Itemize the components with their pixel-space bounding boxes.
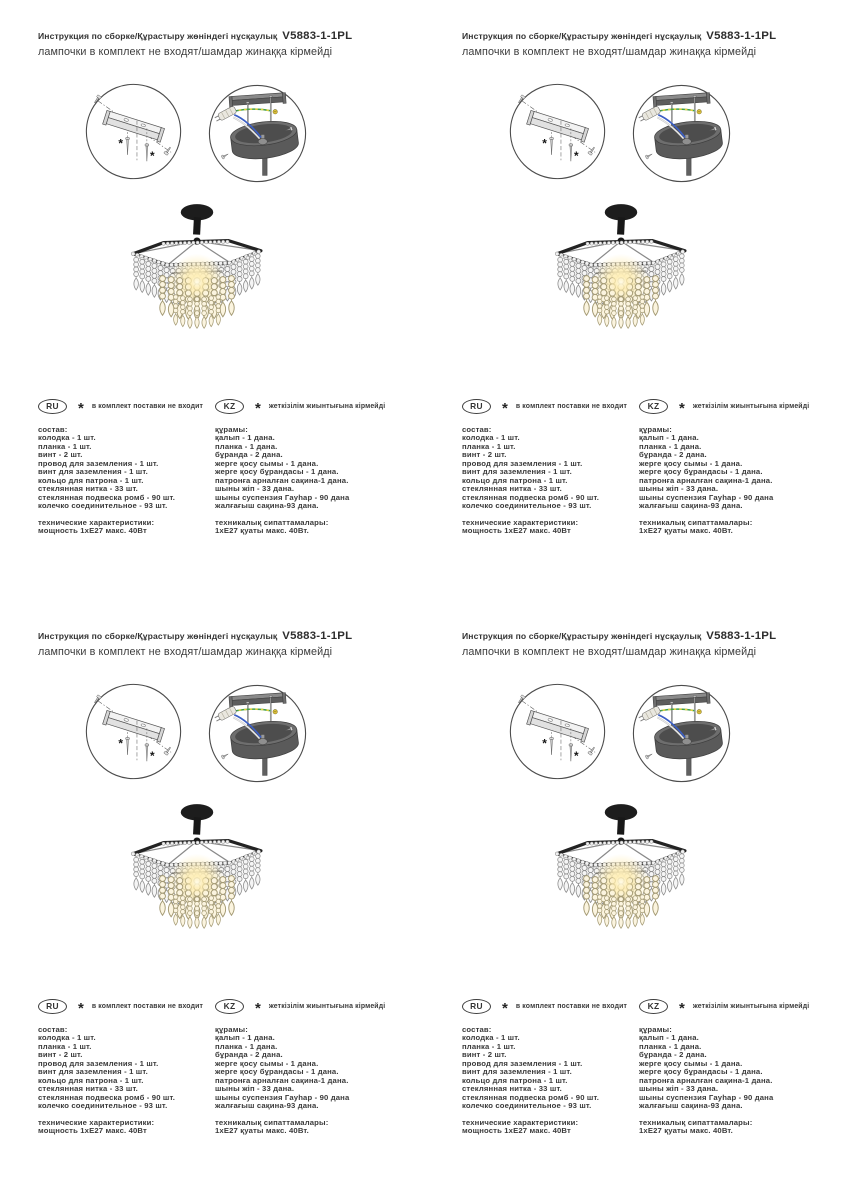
part-item: жалғағыш сақина-93 дана. — [639, 1101, 743, 1111]
kz-specs — [215, 1119, 405, 1136]
part-item: шыны жіп - 33 дана. — [215, 484, 295, 494]
model-number: V5883-1-1PL — [282, 30, 353, 42]
bracket-diagram — [84, 82, 183, 181]
part-item: шыны суспензия Гауһар - 90 дана — [215, 492, 350, 502]
not-included-asterisk: * — [149, 149, 155, 164]
part-item: колечко соединительное - 93 шт. — [462, 1101, 592, 1111]
chandelier-product-image — [550, 796, 692, 938]
part-item: стеклянная подвеска ромб - 90 шт. — [38, 1092, 175, 1102]
asterisk-mark: * — [78, 1000, 84, 1017]
ru-not-included-note: в комплект поставки не входит — [515, 1002, 627, 1010]
ru-not-included-note: в комплект поставки не входит — [91, 402, 203, 410]
kz-language-badge: KZ — [639, 999, 668, 1014]
part-item: шыны жіп - 33 дана. — [639, 1084, 719, 1094]
not-included-asterisk: * — [118, 736, 123, 751]
part-item: жерге қосу бұрандасы - 1 дана. — [639, 1067, 763, 1077]
ru-badge-row — [462, 398, 640, 417]
canopy-wiring-diagram — [631, 683, 732, 784]
part-item: винт для заземления - 1 шт. — [462, 467, 572, 477]
kz-specs-title: техникалық сипаттамалары: — [215, 1117, 329, 1127]
kz-language-badge: KZ — [215, 399, 244, 414]
part-item: шыны жіп - 33 дана. — [639, 484, 719, 494]
kz-parts-block — [639, 1026, 829, 1135]
kz-specs — [639, 519, 829, 536]
kz-specs-title: техникалық сипаттамалары: — [639, 517, 753, 527]
panel-header — [38, 626, 398, 658]
panel-subtitle: лампочки в комплект не входят/шамдар жинаққа кірмейді — [38, 646, 333, 658]
part-item: жерге қосу бұрандасы - 1 дана. — [639, 467, 763, 477]
part-item: жалғағыш сақина-93 дана. — [215, 1101, 319, 1111]
ru-not-included-note: в комплект поставки не входит — [515, 402, 627, 410]
part-item: стеклянная нитка - 33 шт. — [462, 484, 562, 494]
kz-list-title: құрамы: — [215, 425, 248, 434]
instruction-panel — [424, 600, 848, 1200]
kz-specs-value: 1хЕ27 қуаты макс. 40Вт. — [215, 1125, 309, 1135]
asterisk-mark: * — [679, 400, 685, 417]
part-item: шыны суспензия Гауһар - 90 дана — [215, 1092, 350, 1102]
chandelier-product-image — [550, 196, 692, 338]
part-item: провод для заземления - 1 шт. — [462, 458, 583, 468]
ru-specs-title: технические характеристики: — [38, 517, 155, 527]
kz-badge-row — [639, 398, 829, 417]
ground-screw — [697, 110, 701, 114]
asterisk-mark: * — [502, 400, 508, 417]
sheet-panel-1 — [0, 0, 424, 600]
ground-screw — [273, 710, 277, 714]
ru-specs — [462, 519, 640, 536]
part-item: планка - 1 шт. — [38, 441, 92, 451]
ru-column — [462, 998, 640, 1135]
ru-specs — [38, 519, 216, 536]
part-item: планка - 1 шт. — [462, 441, 516, 451]
ru-specs-value: мощность 1хЕ27 макс. 40Вт — [462, 525, 571, 535]
asterisk-mark: * — [255, 400, 261, 417]
part-item: провод для заземления - 1 шт. — [38, 458, 159, 468]
bracket-diagram — [508, 82, 607, 181]
asterisk-mark: * — [255, 1000, 261, 1017]
canopy-stem — [263, 758, 268, 775]
instruction-panel — [424, 0, 848, 600]
panel-title: Инструкция по сборке/Құрастыру жөніндегі нұсқаулық — [462, 631, 702, 641]
part-item: колодка - 1 шт. — [38, 1033, 96, 1043]
part-item: винт - 2 шт. — [38, 1050, 83, 1060]
part-item: қалып - 1 дана. — [639, 1033, 699, 1043]
title-line — [462, 626, 822, 644]
stem — [193, 817, 201, 835]
panel-header — [462, 626, 822, 658]
part-item: жалғағыш сақина-93 дана. — [215, 501, 319, 511]
part-item: планка - 1 дана. — [215, 441, 278, 451]
bracket-diagram — [84, 682, 183, 781]
part-item: бұранда - 2 дана. — [639, 450, 707, 460]
ru-column — [38, 398, 216, 535]
ru-specs-value: мощность 1хЕ27 макс. 40Вт — [462, 1125, 571, 1135]
bulb-glow-core — [607, 868, 635, 896]
part-item: кольцо для патрона - 1 шт. — [38, 1075, 144, 1085]
part-item: винт - 2 шт. — [462, 450, 507, 460]
ru-list-title: состав: — [462, 1025, 492, 1034]
kz-specs-title: техникалық сипаттамалары: — [639, 1117, 753, 1127]
part-item: жерге қосу сымы - 1 дана. — [215, 1058, 319, 1068]
not-included-asterisk: * — [149, 749, 155, 764]
part-item: стеклянная подвеска ромб - 90 шт. — [38, 492, 175, 502]
part-item: қалып - 1 дана. — [215, 433, 275, 443]
part-item: патронға арналған сақина-1 дана. — [639, 475, 773, 485]
kz-badge-row — [639, 998, 829, 1017]
panel-title: Инструкция по сборке/Құрастыру жөніндегі нұсқаулық — [38, 631, 278, 641]
part-item: шыны суспензия Гауһар - 90 дана — [639, 1092, 774, 1102]
chandelier-product-image — [126, 796, 268, 938]
part-item: жерге қосу сымы - 1 дана. — [215, 458, 319, 468]
part-item: планка - 1 дана. — [639, 1041, 702, 1051]
ru-badge-row — [462, 998, 640, 1017]
part-item: кольцо для патрона - 1 шт. — [462, 475, 568, 485]
part-item: стеклянная подвеска ромб - 90 шт. — [462, 1092, 599, 1102]
ru-badge-row — [38, 398, 216, 417]
kz-parts-block — [215, 1026, 405, 1135]
kz-specs — [639, 1119, 829, 1136]
kz-specs-title: техникалық сипаттамалары: — [215, 517, 329, 527]
part-item: колодка - 1 шт. — [38, 433, 96, 443]
part-item: жерге қосу сымы - 1 дана. — [639, 1058, 743, 1068]
panel-subtitle: лампочки в комплект не входят/шамдар жинаққа кірмейді — [462, 46, 757, 58]
stem — [617, 217, 625, 235]
part-item: планка - 1 дана. — [639, 441, 702, 451]
part-item: колечко соединительное - 93 шт. — [38, 501, 168, 511]
title-line — [462, 26, 822, 44]
part-item: винт для заземления - 1 шт. — [38, 467, 148, 477]
ru-list-title: состав: — [38, 1025, 68, 1034]
sheet-panel-4 — [424, 600, 848, 1200]
kz-column — [639, 998, 829, 1135]
model-number: V5883-1-1PL — [706, 630, 777, 642]
part-item: винт - 2 шт. — [38, 450, 83, 460]
kz-language-badge: KZ — [639, 399, 668, 414]
ground-screw — [697, 710, 701, 714]
bulb-glow-core — [607, 268, 635, 296]
ru-specs — [462, 1119, 640, 1136]
panel-title: Инструкция по сборке/Құрастыру жөніндегі нұсқаулық — [38, 31, 278, 41]
part-item: винт для заземления - 1 шт. — [462, 1067, 572, 1077]
kz-not-included-note: жеткізілім жиынтығына кірмейді — [692, 1002, 810, 1010]
ru-parts-block — [38, 426, 216, 535]
canopy-stem — [687, 158, 692, 175]
part-item: патронға арналған сақина-1 дана. — [215, 1075, 349, 1085]
instruction-panel — [0, 600, 424, 1200]
title-line — [38, 626, 398, 644]
ru-parts-block — [462, 1026, 640, 1135]
canopy-wiring-diagram — [631, 83, 732, 184]
panel-title: Инструкция по сборке/Құрастыру жөніндегі нұсқаулық — [462, 31, 702, 41]
ru-language-badge: RU — [38, 399, 67, 414]
part-item: шыны жіп - 33 дана. — [215, 1084, 295, 1094]
stem — [193, 217, 201, 235]
bulb-glow-core — [183, 268, 211, 296]
part-item: стеклянная подвеска ромб - 90 шт. — [462, 492, 599, 502]
kz-parts-list — [215, 1034, 405, 1110]
panel-header — [38, 26, 398, 58]
part-item: провод для заземления - 1 шт. — [462, 1058, 583, 1068]
ru-specs-title: технические характеристики: — [38, 1117, 155, 1127]
ru-parts-list — [38, 434, 216, 510]
ru-list-title: состав: — [462, 425, 492, 434]
part-item: колодка - 1 шт. — [462, 1033, 520, 1043]
ru-parts-list — [462, 434, 640, 510]
part-item: провод для заземления - 1 шт. — [38, 1058, 159, 1068]
stem — [617, 817, 625, 835]
instruction-panel — [0, 0, 424, 600]
panel-subtitle: лампочки в комплект не входят/шамдар жинаққа кірмейді — [38, 46, 333, 58]
kz-column — [215, 398, 405, 535]
part-item: винт для заземления - 1 шт. — [38, 1067, 148, 1077]
ru-column — [462, 398, 640, 535]
part-item: патронға арналған сақина-1 дана. — [215, 475, 349, 485]
kz-specs-value: 1хЕ27 қуаты макс. 40Вт. — [215, 525, 309, 535]
part-item: планка - 1 дана. — [215, 1041, 278, 1051]
part-item: кольцо для патрона - 1 шт. — [462, 1075, 568, 1085]
title-line — [38, 26, 398, 44]
kz-specs-value: 1хЕ27 қуаты макс. 40Вт. — [639, 1125, 733, 1135]
canopy-stem — [687, 758, 692, 775]
ru-not-included-note: в комплект поставки не входит — [91, 1002, 203, 1010]
panel-subtitle: лампочки в комплект не входят/шамдар жинаққа кірмейді — [462, 646, 757, 658]
model-number: V5883-1-1PL — [706, 30, 777, 42]
part-item: стеклянная нитка - 33 шт. — [38, 1084, 138, 1094]
ru-specs-value: мощность 1хЕ27 макс. 40Вт — [38, 1125, 147, 1135]
not-included-asterisk: * — [573, 149, 579, 164]
kz-parts-block — [639, 426, 829, 535]
sheet-panel-2 — [424, 0, 848, 600]
asterisk-mark: * — [502, 1000, 508, 1017]
kz-list-title: құрамы: — [215, 1025, 248, 1034]
not-included-asterisk: * — [573, 749, 579, 764]
kz-column — [215, 998, 405, 1135]
bracket-diagram — [508, 682, 607, 781]
model-number: V5883-1-1PL — [282, 630, 353, 642]
kz-parts-list — [639, 1034, 829, 1110]
part-item: планка - 1 шт. — [462, 1041, 516, 1051]
asterisk-mark: * — [78, 400, 84, 417]
canopy-wiring-diagram — [207, 683, 308, 784]
part-item: бұранда - 2 дана. — [639, 1050, 707, 1060]
part-item: жалғағыш сақина-93 дана. — [639, 501, 743, 511]
panel-header — [462, 26, 822, 58]
part-item: планка - 1 шт. — [38, 1041, 92, 1051]
bulb-glow-core — [183, 868, 211, 896]
kz-parts-list — [639, 434, 829, 510]
part-item: кольцо для патрона - 1 шт. — [38, 475, 144, 485]
part-item: колодка - 1 шт. — [462, 433, 520, 443]
part-item: колечко соединительное - 93 шт. — [38, 1101, 168, 1111]
ru-language-badge: RU — [38, 999, 67, 1014]
chandelier-product-image — [126, 196, 268, 338]
part-item: стеклянная нитка - 33 шт. — [38, 484, 138, 494]
part-item: жерге қосу сымы - 1 дана. — [639, 458, 743, 468]
ru-specs-title: технические характеристики: — [462, 1117, 579, 1127]
part-item: стеклянная нитка - 33 шт. — [462, 1084, 562, 1094]
kz-specs — [215, 519, 405, 536]
ru-specs — [38, 1119, 216, 1136]
part-item: колечко соединительное - 93 шт. — [462, 501, 592, 511]
not-included-asterisk: * — [542, 736, 547, 751]
ru-column — [38, 998, 216, 1135]
part-item: шыны суспензия Гауһар - 90 дана — [639, 492, 774, 502]
sheet-panel-3 — [0, 600, 424, 1200]
ru-parts-block — [462, 426, 640, 535]
ground-screw — [273, 110, 277, 114]
ru-parts-list — [38, 1034, 216, 1110]
kz-column — [639, 398, 829, 535]
kz-parts-block — [215, 426, 405, 535]
part-item: винт - 2 шт. — [462, 1050, 507, 1060]
part-item: жерге қосу бұрандасы - 1 дана. — [215, 1067, 339, 1077]
kz-language-badge: KZ — [215, 999, 244, 1014]
part-item: бұранда - 2 дана. — [215, 450, 283, 460]
kz-parts-list — [215, 434, 405, 510]
kz-list-title: құрамы: — [639, 1025, 672, 1034]
not-included-asterisk: * — [542, 136, 547, 151]
ru-language-badge: RU — [462, 999, 491, 1014]
canopy-stem — [263, 158, 268, 175]
kz-not-included-note: жеткізілім жиынтығына кірмейді — [268, 1002, 386, 1010]
kz-not-included-note: жеткізілім жиынтығына кірмейді — [268, 402, 386, 410]
kz-specs-value: 1хЕ27 қуаты макс. 40Вт. — [639, 525, 733, 535]
ru-badge-row — [38, 998, 216, 1017]
part-item: патронға арналған сақина-1 дана. — [639, 1075, 773, 1085]
ru-language-badge: RU — [462, 399, 491, 414]
kz-badge-row — [215, 398, 405, 417]
part-item: қалып - 1 дана. — [215, 1033, 275, 1043]
not-included-asterisk: * — [118, 136, 123, 151]
canopy-wiring-diagram — [207, 83, 308, 184]
ru-list-title: состав: — [38, 425, 68, 434]
asterisk-mark: * — [679, 1000, 685, 1017]
part-item: бұранда - 2 дана. — [215, 1050, 283, 1060]
ru-parts-list — [462, 1034, 640, 1110]
ru-specs-value: мощность 1хЕ27 макс. 40Вт — [38, 525, 147, 535]
ru-parts-block — [38, 1026, 216, 1135]
kz-not-included-note: жеткізілім жиынтығына кірмейді — [692, 402, 810, 410]
kz-list-title: құрамы: — [639, 425, 672, 434]
part-item: жерге қосу бұрандасы - 1 дана. — [215, 467, 339, 477]
ru-specs-title: технические характеристики: — [462, 517, 579, 527]
part-item: қалып - 1 дана. — [639, 433, 699, 443]
kz-badge-row — [215, 998, 405, 1017]
